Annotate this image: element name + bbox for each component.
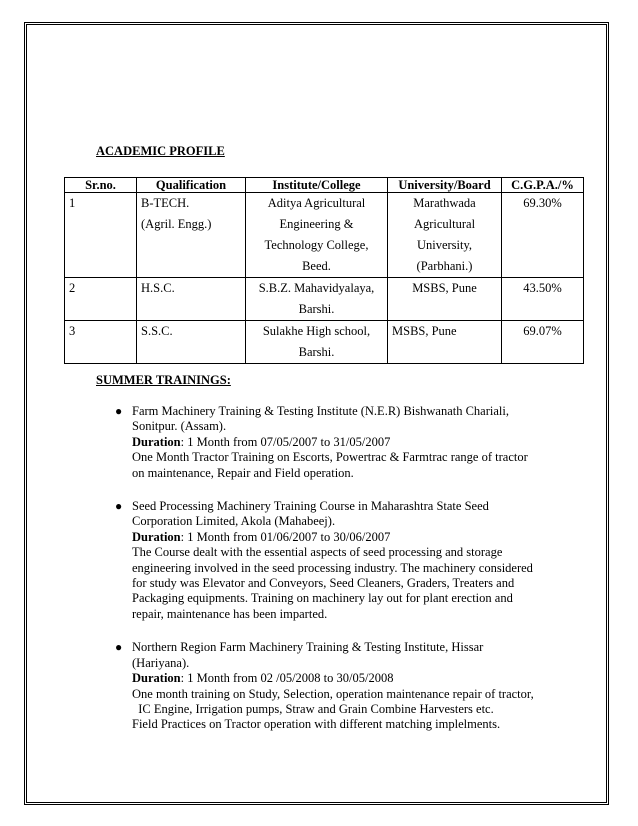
training-heading-line: Corporation Limited, Akola (Mahabeej).: [132, 514, 336, 529]
cell-line: Marathwada: [413, 196, 476, 210]
cell-university: [388, 278, 502, 321]
table-row: [65, 193, 584, 278]
cell-line: B-TECH.: [141, 196, 190, 210]
training-detail-line: on maintenance, Repair and Field operation.: [132, 465, 354, 480]
cell-institute: [246, 278, 388, 321]
cell-line: S.B.Z. Mahavidyalaya,: [258, 281, 375, 295]
training-heading-line: Sonitpur. (Assam).: [132, 419, 227, 434]
training-duration: [132, 435, 532, 450]
cell-srno: 1: [65, 193, 137, 278]
training-heading-line: (Hariyana).: [132, 655, 190, 670]
training-heading-line: Farm Machinery Training & Testing Institute (N.E.R) Bishwanath Chariali,: [132, 404, 509, 418]
training-heading-line: Northern Region Farm Machinery Training & Testing Institute, Hissar: [132, 640, 484, 655]
cell-cgpa: 69.07%: [502, 321, 584, 364]
table-row: [65, 278, 584, 321]
cell-line: Beed.: [302, 259, 331, 273]
cell-qualification: [137, 193, 246, 278]
cell-line: Agricultural: [413, 217, 476, 231]
header-qualification: Qualification: [137, 178, 246, 193]
training-detail-line: engineering involved in the seed processing industry. The machinery considered: [132, 560, 533, 575]
list-item: [112, 404, 532, 481]
training-detail-line: One month training on Study, Selection, operation maintenance repair of tractor,: [132, 686, 534, 701]
training-detail-line: repair, maintenance has been imparted.: [132, 606, 328, 621]
header-srno: Sr.no.: [65, 178, 137, 193]
cell-line: (Parbhani.): [416, 259, 473, 273]
duration-value: : 1 Month from 02 /05/2008 to 30/05/2008: [180, 671, 394, 686]
cell-line: S.S.C.: [141, 324, 173, 338]
cell-line: University,: [416, 238, 473, 252]
header-institute: Institute/College: [246, 178, 388, 193]
cell-srno: 3: [65, 321, 137, 364]
training-heading-line: Seed Processing Machinery Training Course in Maharashtra State Seed: [132, 499, 489, 514]
duration-label: Duration: [132, 529, 181, 544]
cell-cgpa: 69.30%: [502, 193, 584, 278]
cell-university: [388, 193, 502, 278]
duration-label: Duration: [132, 671, 181, 686]
duration-value: : 1 Month from 07/05/2007 to 31/05/2007: [180, 434, 391, 449]
list-item: [112, 499, 532, 622]
training-detail-line: IC Engine, Irrigation pumps, Straw and Grain Combine Harvesters etc.: [132, 701, 494, 716]
duration-label: Duration: [132, 434, 181, 449]
cell-line: Aditya Agricultural: [267, 196, 366, 210]
cell-line: Technology College,: [264, 238, 369, 252]
cell-line: Sulakhe High school,: [262, 324, 371, 338]
header-university: University/Board: [388, 178, 502, 193]
duration-value: : 1 Month from 01/06/2007 to 30/06/2007: [180, 529, 391, 544]
cell-line: (Agril. Engg.): [141, 217, 212, 231]
cell-institute: [246, 321, 388, 364]
header-cgpa: C.G.P.A./%: [502, 178, 584, 193]
training-detail-line: Field Practices on Tractor operation with different matching implelments.: [132, 717, 501, 732]
bullet-icon: ●: [115, 499, 123, 514]
cell-srno: 2: [65, 278, 137, 321]
table-row: [65, 321, 584, 364]
trainings-list: [112, 404, 532, 751]
training-duration: [132, 671, 532, 686]
training-duration: [132, 530, 532, 545]
cell-line: MSBS, Pune: [392, 324, 457, 338]
cell-qualification: [137, 321, 246, 364]
cell-line: Engineering &: [279, 217, 354, 231]
list-item: [112, 640, 532, 732]
bullet-icon: ●: [115, 404, 123, 418]
cell-line: Barshi.: [298, 345, 335, 359]
cell-university: [388, 321, 502, 364]
bullet-icon: ●: [115, 640, 123, 655]
training-detail-line: for study was Elevator and Conveyors, Seed Cleaners, Graders, Treaters and: [132, 576, 515, 591]
table-header-row: [65, 178, 584, 193]
academic-profile-heading: ACADEMIC PROFILE: [96, 144, 225, 158]
cell-line: H.S.C.: [141, 281, 175, 295]
training-detail-line: One Month Tractor Training on Escorts, Powertrac & Farmtrac range of tractor: [132, 450, 528, 465]
academic-table: [64, 177, 584, 364]
cell-cgpa: 43.50%: [502, 278, 584, 321]
cell-line: Barshi.: [298, 302, 335, 316]
cell-institute: [246, 193, 388, 278]
cell-line: MSBS, Pune: [412, 281, 477, 295]
training-detail-line: The Course dealt with the essential aspects of seed processing and storage: [132, 545, 503, 560]
training-detail-line: Packaging equipments. Training on machinery lay out for plant erection and: [132, 591, 513, 606]
summer-trainings-heading: SUMMER TRAININGS:: [96, 373, 231, 387]
cell-qualification: [137, 278, 246, 321]
